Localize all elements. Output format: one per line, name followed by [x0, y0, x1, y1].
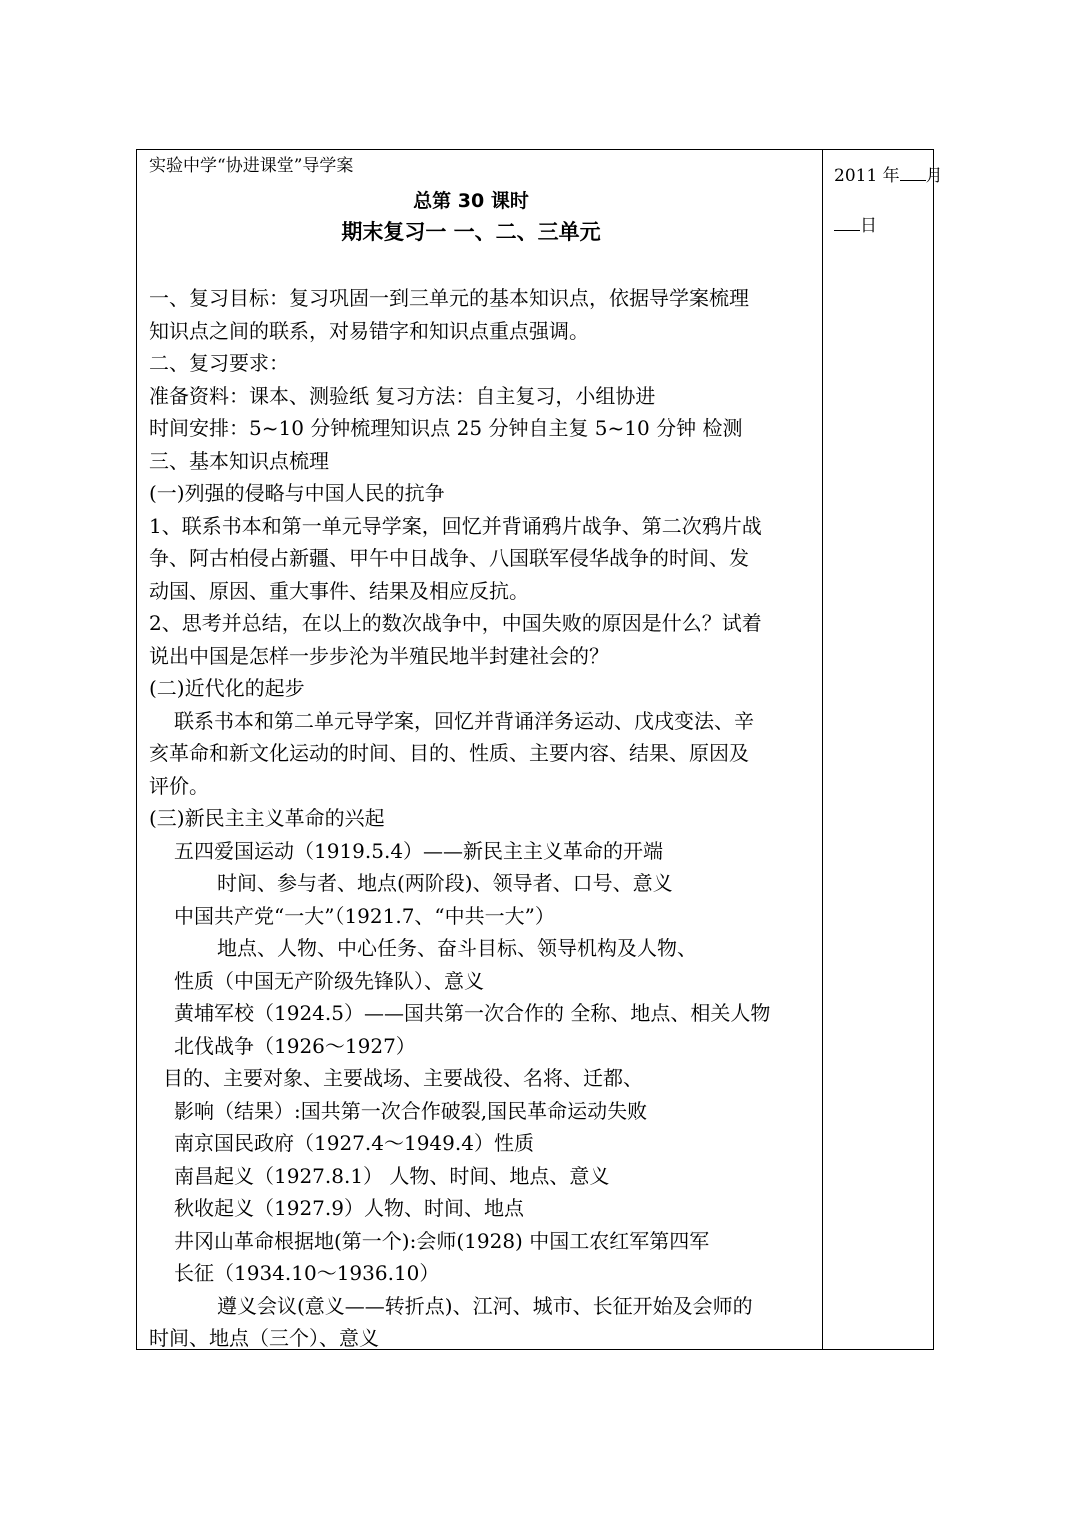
text-line: 评价。: [149, 773, 209, 798]
text-line: 准备资料：课本、测验纸 复习方法：自主复习，小组协进: [149, 383, 656, 408]
outline-detail: 地点、人物、中心任务、奋斗目标、领导机构及人物、: [217, 936, 697, 960]
subsection-heading: (二)近代化的起步: [149, 676, 305, 700]
month-blank: [900, 162, 926, 181]
text-line: 动国、原因、重大事件、结果及相应反抗。: [149, 578, 529, 603]
page-title: 期末复习一 一、二、三单元: [341, 220, 601, 244]
text-line: 说出中国是怎样一步步沦为半殖民地半封建社会的？: [149, 643, 609, 668]
outline-detail: 时间、参与者、地点(两阶段)、领导者、口号、意义: [217, 871, 673, 895]
day-label: 日: [860, 216, 877, 236]
content-body: [149, 282, 821, 1355]
lesson-plan-table: [136, 149, 943, 1350]
outline-item: 黄埔军校（1924.5）——国共第一次合作的 全称、地点、相关人物: [174, 1001, 771, 1025]
text-line: 时间安排：5~10 分钟梳理知识点 25 分钟自主复 5~10 分钟 检测: [149, 416, 743, 440]
section-heading: 二、复习要求：: [149, 351, 289, 375]
text-line: 争、阿古柏侵占新疆、甲午中日战争、八国联军侵华战争的时间、发: [149, 546, 749, 570]
outline-detail: 目的、主要对象、主要战场、主要战役、名将、迁都、: [163, 1066, 643, 1090]
outline-item: 南昌起义（1927.8.1） 人物、时间、地点、意义: [174, 1163, 610, 1188]
column-divider: [822, 150, 823, 1349]
outline-item: 南京国民政府（1927.4～1949.4）性质: [174, 1131, 534, 1155]
outline-item: 中国共产党“一大”（1921.7、“中共一大”）: [174, 903, 555, 928]
month-label: 月: [925, 166, 943, 186]
outline-item: 北伐战争（1926～1927）: [174, 1033, 416, 1058]
lesson-number: 总第 30 课时: [413, 190, 529, 212]
subsection-heading: (一)列强的侵略与中国人民的抗争: [149, 481, 445, 505]
outline-item: 五四爱国运动（1919.5.4）——新民主主义革命的开端: [174, 838, 664, 863]
outline-item: 井冈山革命根据地(第一个):会师(1928) 中国工农红军第四军: [174, 1228, 710, 1253]
school-header: 实验中学“协进课堂”导学案: [149, 156, 354, 176]
date-year-month: [834, 162, 943, 188]
text-line: 亥革命和新文化运动的时间、目的、性质、主要内容、结果、原因及: [149, 741, 749, 765]
date-day: [834, 212, 877, 238]
outline-detail: 遵义会议(意义——转折点)、江河、城市、长征开始及会师的: [217, 1293, 753, 1318]
year-label: 2011 年: [834, 166, 900, 186]
day-blank: [834, 212, 860, 231]
outline-detail: 性质（中国无产阶级先锋队）、意义: [174, 968, 484, 993]
date-column: [834, 150, 943, 1349]
text-line: 知识点之间的联系，对易错字和知识点重点强调。: [149, 318, 589, 343]
outline-detail: 影响（结果）:国共第一次合作破裂,国民革命运动失败: [174, 1098, 648, 1123]
outline-detail: 时间、地点（三个）、意义: [149, 1326, 379, 1350]
subsection-heading: (三)新民主主义革命的兴起: [149, 806, 385, 830]
outline-item: 秋收起义（1927.9）人物、时间、地点: [174, 1196, 524, 1220]
outline-item: 长征（1934.10～1936.10）: [174, 1261, 440, 1285]
main-column: [149, 150, 819, 1349]
text-line: 联系书本和第二单元导学案，回忆并背诵洋务运动、戊戌变法、辛: [174, 708, 754, 733]
section-heading: 三、基本知识点梳理: [149, 448, 329, 473]
text-line: 2、思考并总结，在以上的数次战争中，中国失败的原因是什么？试着: [149, 611, 762, 635]
text-line: 1、联系书本和第一单元导学案，回忆并背诵鸦片战争、第二次鸦片战: [149, 513, 762, 538]
text-line: 一、复习目标：复习巩固一到三单元的基本知识点，依据导学案梳理: [149, 286, 749, 310]
